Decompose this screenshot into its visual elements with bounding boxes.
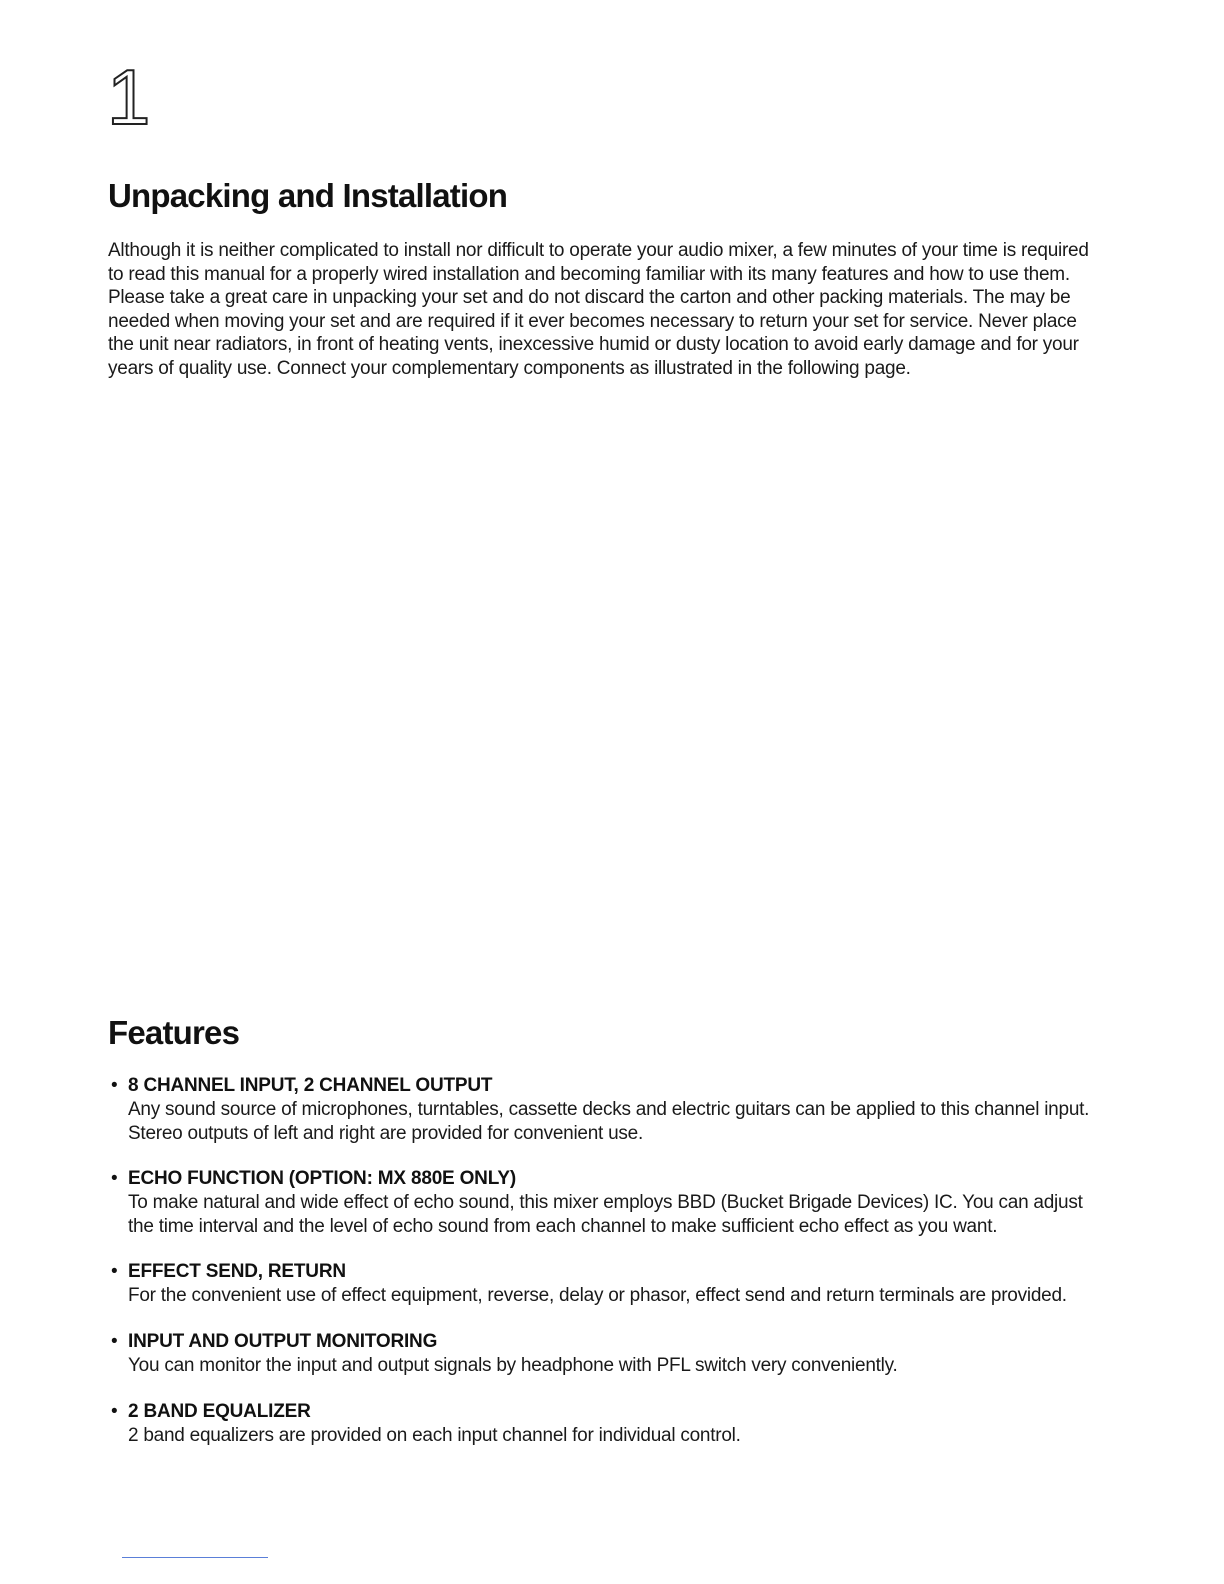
feature-item-equalizer (108, 1400, 1098, 1448)
unpacking-paragraph-1: Although it is neither complicated to install nor difficult to operate your audio mixer, a few minutes of your time is required to read this manual for a properly wired installation and becoming familiar with its many features and how to use them. (108, 240, 1089, 285)
features-heading: Features (108, 1014, 240, 1051)
features-list (108, 1074, 1098, 1469)
bullet-icon: • (111, 1400, 118, 1422)
footer-rule (122, 1557, 268, 1558)
feature-item-channels (108, 1074, 1098, 1145)
feature-description: Any sound source of microphones, turntables, cassette decks and electric guitars can be applied to this channel input. Stereo outputs of left and right are provided for convenient use. (128, 1099, 1090, 1144)
feature-item-monitoring (108, 1330, 1098, 1378)
chapter-number: 1 (107, 53, 151, 141)
bullet-icon: • (111, 1168, 118, 1190)
feature-title: 2 BAND EQUALIZER (128, 1400, 311, 1422)
feature-title: EFFECT SEND, RETURN (128, 1261, 346, 1283)
bullet-icon: • (111, 1075, 118, 1096)
bullet-icon: • (111, 1261, 118, 1283)
unpacking-body (108, 239, 1098, 381)
feature-item-echo (108, 1167, 1098, 1238)
unpacking-paragraph-2: Please take a great care in unpacking your set and do not discard the carton and other packing materials. The may be needed when moving your set and are required if it ever becomes necessary to return your set for service. Never place the unit near radiators, in front of heating vents, inexcessive humid or dusty location to avoid early damage and for your years of quality use. Connect your complementary components as illustrated in the following page. (108, 287, 1079, 379)
feature-title: 8 CHANNEL INPUT, 2 CHANNEL OUTPUT (128, 1075, 493, 1096)
feature-description: To make natural and wide effect of echo sound, this mixer employs BBD (Bucket Brigade Devices) IC. You can adjust the time interval and the level of echo sound from each channel to make sufficient echo effect as you want. (128, 1192, 1083, 1237)
feature-description: 2 band equalizers are provided on each input channel for individual control. (128, 1424, 741, 1446)
unpacking-heading: Unpacking and Installation (108, 177, 508, 214)
feature-title: INPUT AND OUTPUT MONITORING (128, 1330, 438, 1352)
feature-item-effect (108, 1260, 1098, 1308)
feature-title: ECHO FUNCTION (OPTION: MX 880E ONLY) (128, 1168, 516, 1190)
feature-description: You can monitor the input and output signals by headphone with PFL switch very conveniently. (128, 1354, 898, 1376)
bullet-icon: • (111, 1330, 118, 1352)
feature-description: For the convenient use of effect equipment, reverse, delay or phasor, effect send and return terminals are provided. (128, 1285, 1067, 1307)
